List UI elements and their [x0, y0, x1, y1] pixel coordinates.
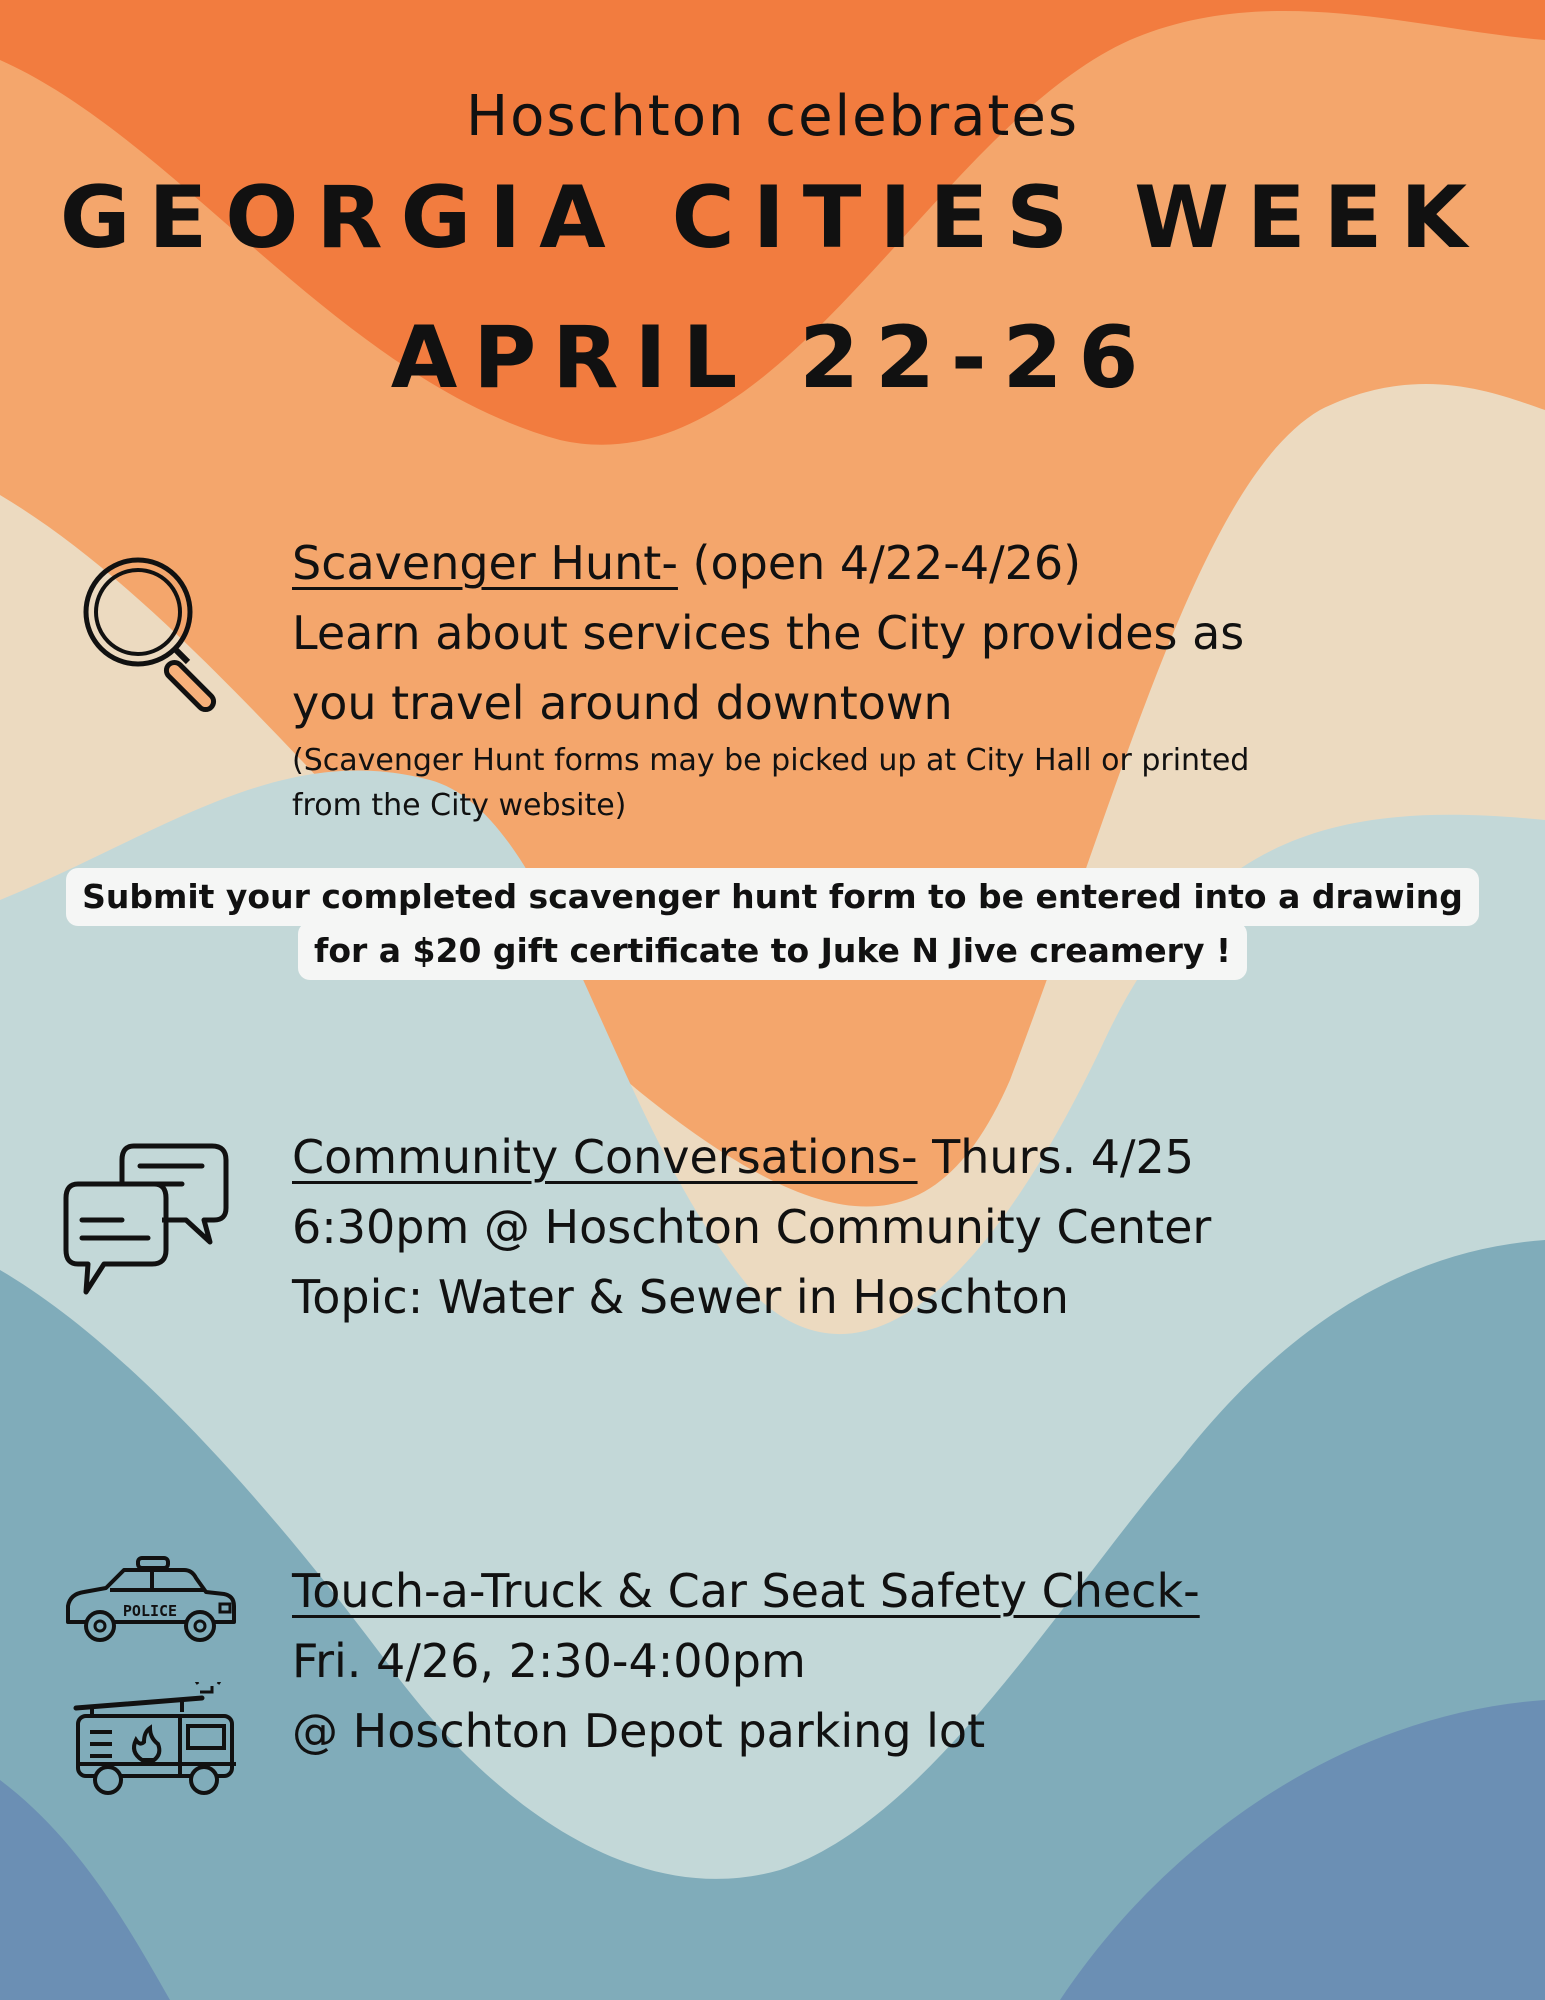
community-conversations-section [292, 1122, 1492, 1332]
fire-truck-icon [72, 1682, 242, 1800]
drawing-notice-line-2: for a $20 gift certificate to Juke N Jive creamery ! [298, 922, 1247, 980]
community-conversations-heading: Community Conversations- [292, 1130, 918, 1184]
event-subtitle: Hoschton celebrates [465, 84, 1080, 149]
police-car-icon [60, 1554, 238, 1648]
scavenger-hunt-line-1: Learn about services the City provides as [292, 606, 1245, 660]
scavenger-hunt-heading: Scavenger Hunt- [292, 536, 678, 590]
chat-bubbles-icon [62, 1142, 232, 1304]
scavenger-hunt-section [292, 528, 1492, 828]
community-conversations-line-2: Topic: Water & Sewer in Hoschton [292, 1270, 1069, 1324]
touch-a-truck-line-1: Fri. 4/26, 2:30-4:00pm [292, 1634, 806, 1688]
police-label: POLICE [122, 1602, 178, 1620]
touch-a-truck-heading: Touch-a-Truck & Car Seat Safety Check- [292, 1564, 1200, 1618]
scavenger-hunt-note-2: from the City website) [292, 788, 627, 823]
touch-a-truck-line-2: @ Hoschton Depot parking lot [292, 1704, 986, 1758]
magnifying-glass-icon [76, 552, 238, 714]
scavenger-hunt-line-2: you travel around downtown [292, 676, 953, 730]
scavenger-hunt-dates: (open 4/22-4/26) [677, 536, 1082, 590]
scavenger-hunt-note-1: (Scavenger Hunt forms may be picked up at City Hall or printed [292, 743, 1250, 778]
drawing-notice [0, 868, 1545, 980]
touch-a-truck-section [292, 1556, 1492, 1766]
event-title: GEORGIA CITIES WEEK [59, 168, 1486, 268]
drawing-notice-line-1: Submit your completed scavenger hunt form to be entered into a drawing [66, 868, 1479, 926]
community-conversations-line-1: 6:30pm @ Hoschton Community Center [292, 1200, 1212, 1254]
community-conversations-date: Thurs. 4/25 [917, 1130, 1194, 1184]
event-dates: APRIL 22-26 [390, 308, 1155, 408]
